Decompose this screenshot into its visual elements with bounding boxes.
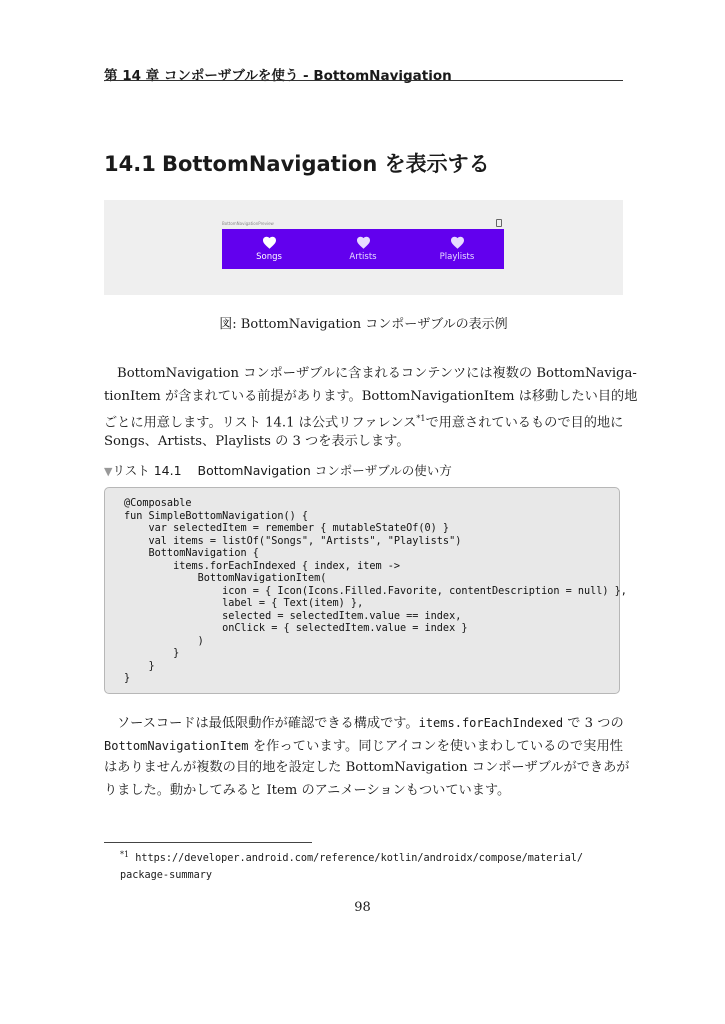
- preview-label: BottomNavigationPreview: [222, 221, 274, 226]
- nav-label: Songs: [256, 252, 282, 262]
- paragraph-line: tionItem が含まれている前提があります。BottomNavigationItem は移動したい目的地: [104, 388, 638, 404]
- footnote-mark: *1: [120, 850, 130, 859]
- inline-code: BottomNavigationItem: [104, 738, 249, 753]
- section-number: 14.1: [104, 152, 156, 176]
- body-paragraph: [104, 712, 630, 802]
- nav-item-songs[interactable]: [222, 229, 316, 269]
- section-title: [104, 148, 490, 178]
- footnote-rule: [104, 842, 312, 843]
- paragraph-line: BottomNavigation コンポーザブルに含まれるコンテンツには複数の BottomNaviga-: [117, 366, 637, 381]
- nav-label: Playlists: [439, 252, 475, 262]
- triangle-icon: ▼: [104, 465, 113, 478]
- nav-item-artists[interactable]: [316, 229, 410, 269]
- code-listing: @Composable fun SimpleBottomNavigation() { var selectedItem = remember { mutableStateOf(0) } val items = listOf("Songs", "Artists", "Playlists") BottomNavigation { items.forEachIndexed { index, item -> BottomNavigationItem( icon = { Icon(Icons.Filled.Favorite, contentDescription = null) }, label = { Text(item) }, selected = selectedItem.value == index, onClick = { selectedItem.value = index } ) } } }: [124, 498, 627, 684]
- listing-title: BottomNavigation コンポーザブルの使い方: [197, 463, 452, 478]
- section-heading: BottomNavigation を表示する: [162, 152, 490, 176]
- paragraph-line: Songs、Artists、Playlists の 3 つを表示します。: [104, 433, 410, 449]
- bottom-navigation-bar: [222, 229, 504, 269]
- favorite-icon: [262, 236, 277, 249]
- favorite-icon: [450, 236, 465, 249]
- footnote-url[interactable]: https://developer.android.com/reference/kotlin/androidx/compose/material/ package-summary: [120, 853, 583, 881]
- running-header: 第 14 章 コンポーザブルを使う - BottomNavigation: [104, 68, 452, 84]
- paragraph-line: [104, 735, 623, 758]
- paragraph-line: [104, 712, 623, 735]
- listing-caption: [104, 461, 452, 479]
- page-number: 98: [354, 900, 371, 915]
- figure-caption: 図: BottomNavigation コンポーザブルの表示例: [219, 317, 508, 332]
- nav-label: Artists: [349, 252, 377, 262]
- inline-code: items.forEachIndexed: [418, 716, 564, 730]
- text-run: ごとに用意します。リスト 14.1 は公式リファレンス: [104, 415, 417, 431]
- text-run: を作っています。同じアイコンを使いまわしているので実用性: [248, 738, 623, 754]
- text-run: で用意されているもので目的地に: [425, 415, 624, 431]
- paragraph-line: りました。動かしてみると Item のアニメーションもついています。: [104, 782, 511, 798]
- body-paragraph: [104, 363, 638, 453]
- favorite-icon: [356, 236, 371, 249]
- header-rule: [104, 80, 623, 81]
- paragraph-line: はありませんが複数の目的地を設定した BottomNavigation コンポーザブルができあが: [104, 760, 630, 775]
- nav-item-playlists[interactable]: [410, 229, 504, 269]
- paragraph-line: [104, 408, 623, 431]
- text-run: ソースコードは最低限動作が確認できる構成です。: [117, 716, 419, 731]
- text-run: で 3 つの: [563, 716, 624, 731]
- listing-number: リスト 14.1: [112, 463, 182, 478]
- footnote-reference[interactable]: *1: [416, 414, 426, 423]
- footnote: [120, 847, 583, 884]
- phone-icon: [496, 219, 502, 227]
